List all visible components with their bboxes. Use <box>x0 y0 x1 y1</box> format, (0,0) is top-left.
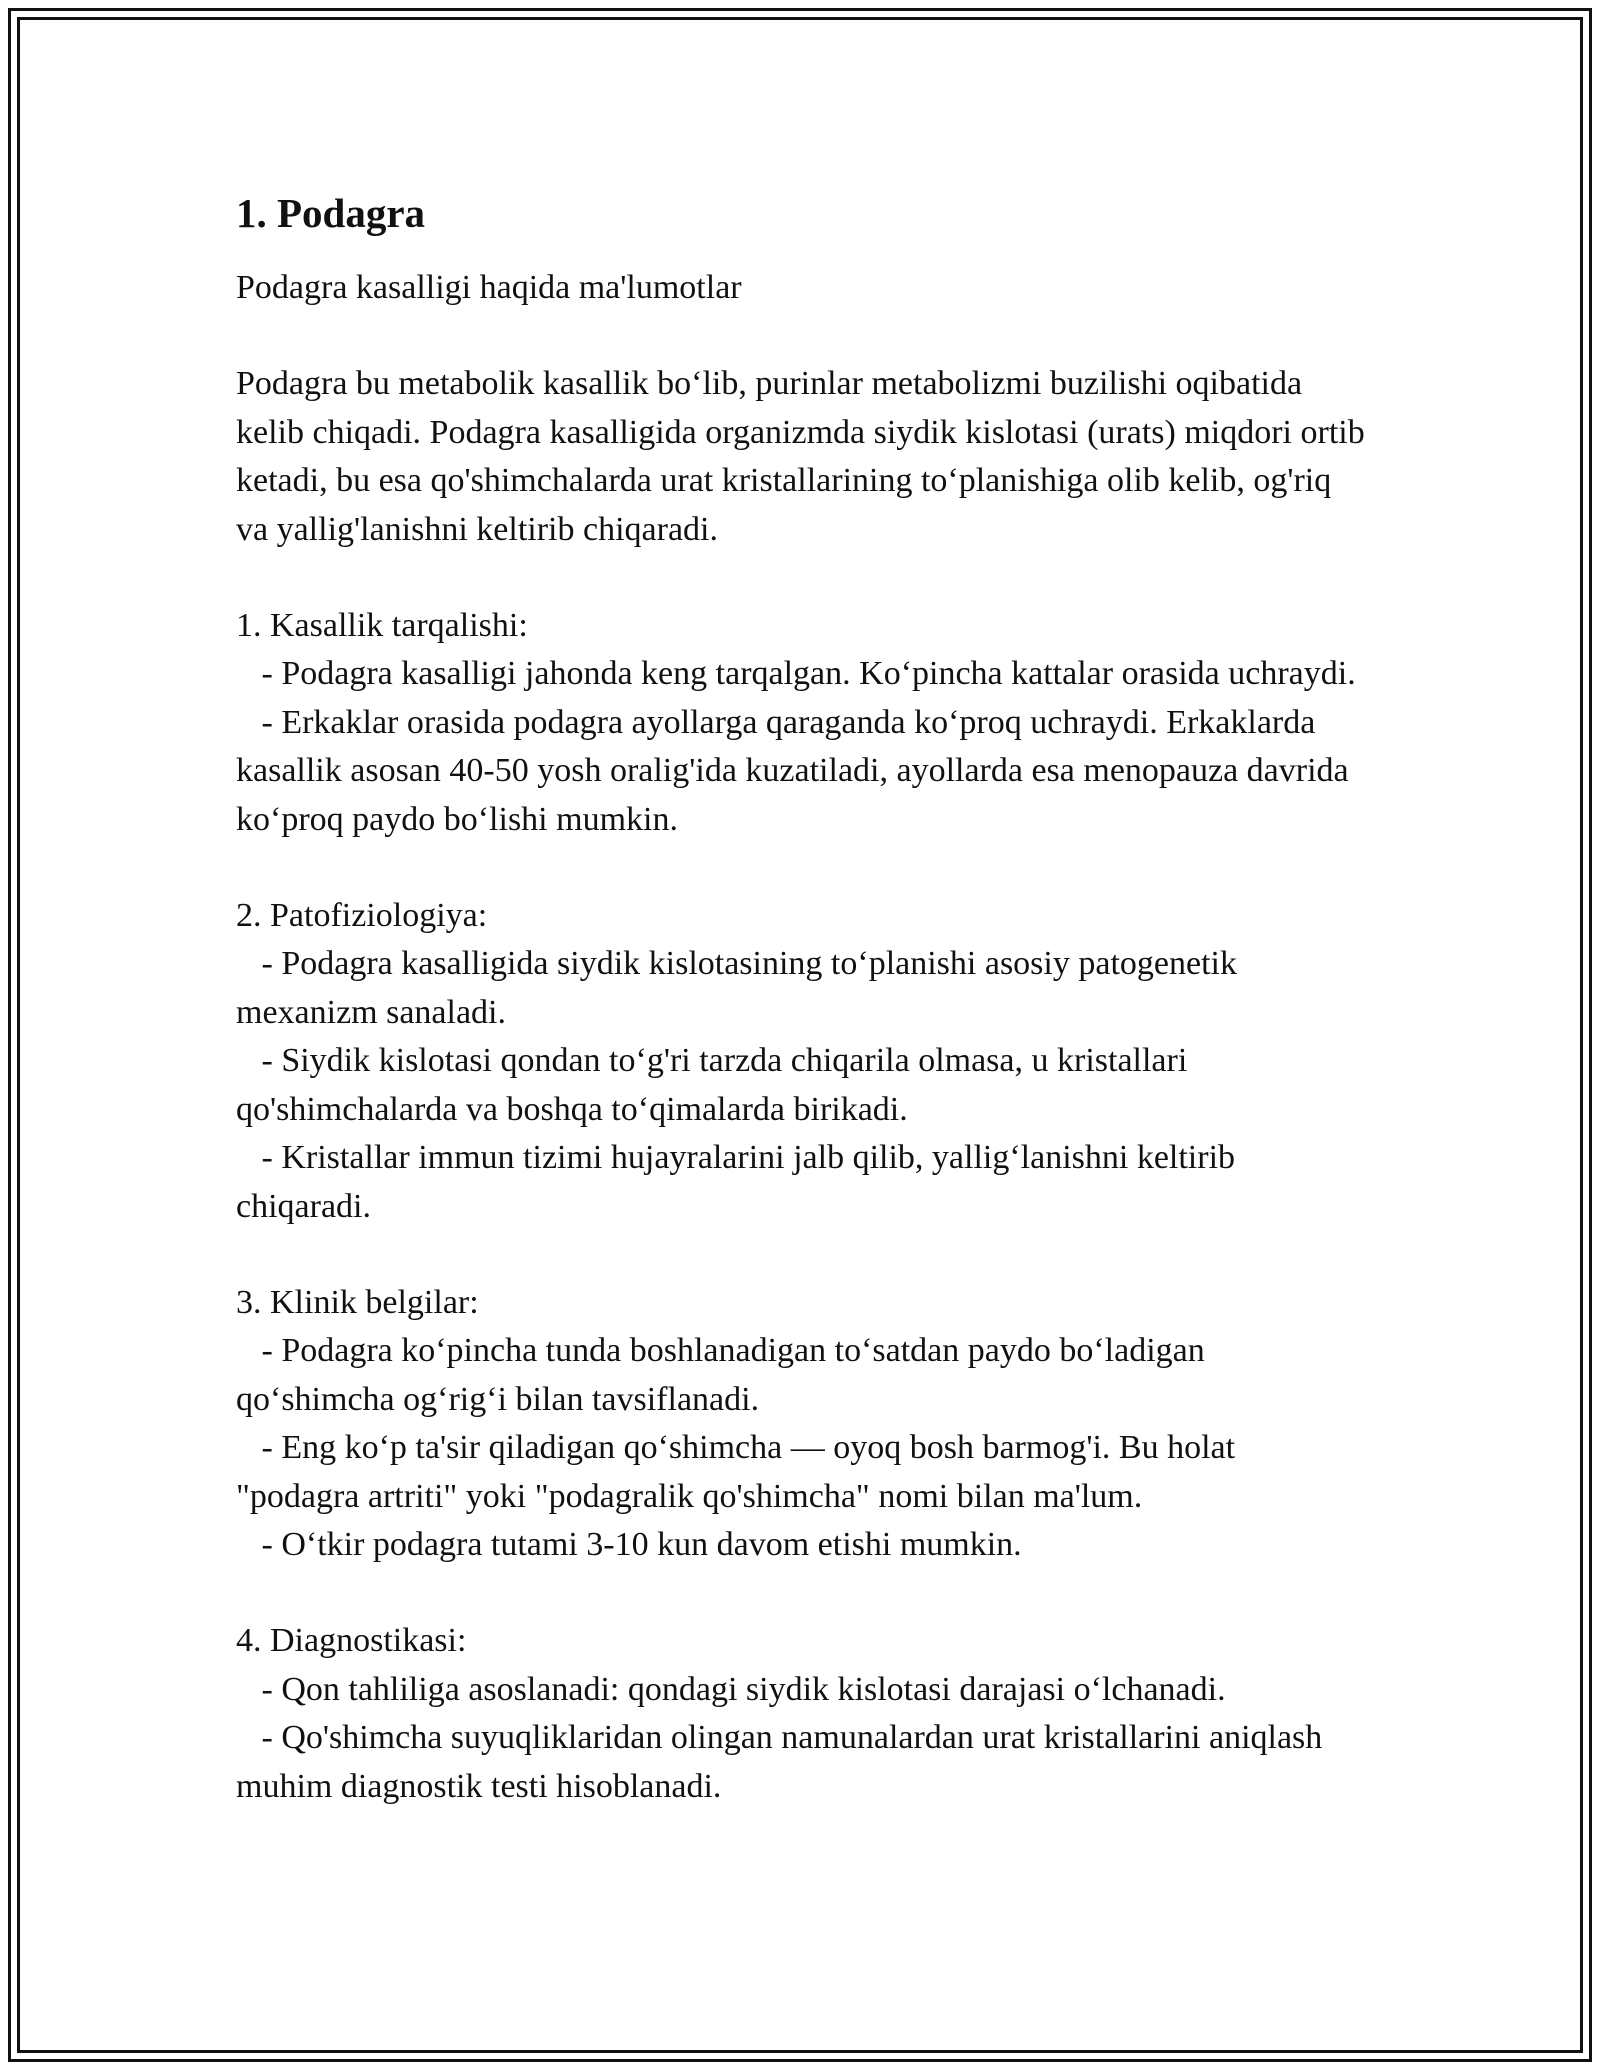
list-item <box>236 1424 1366 1521</box>
list-item-text: - Podagra ko‘pincha tunda boshlanadigan to‘satdan paydo bo‘ladigan qo‘shimcha og‘rig‘i bilan tavsiflanadi. <box>236 1332 1205 1418</box>
list-item-text: - Kristallar immun tizimi hujayralarini jalb qilib, yallig‘lanishni keltirib chiqaradi. <box>236 1139 1236 1225</box>
document-body <box>236 186 1366 1811</box>
list-item-text: - Siydik kislotasi qondan to‘g'ri tarzda chiqarila olmasa, u kristallari qo'shimchalarda va boshqa to‘qimalarda birikadi. <box>236 1042 1188 1128</box>
list-item-text: - Eng ko‘p ta'sir qiladigan qo‘shimcha — oyoq bosh barmog'i. Bu holat "podagra artriti" yoki "podagralik qo'shimcha" nomi bilan ma'lum. <box>236 1429 1236 1515</box>
section-heading: 4. Diagnostikasi: <box>236 1622 467 1660</box>
document-title: 1. Podagra <box>236 190 426 236</box>
list-item <box>236 1327 1366 1424</box>
section-diagnostics <box>236 1617 1366 1811</box>
list-item-text: - Qo'shimcha suyuqliklaridan olingan namunalardan urat kristallarini aniqlash muhim diagnostik testi hisoblanadi. <box>236 1719 1323 1805</box>
section-heading: 3. Klinik belgilar: <box>236 1283 479 1321</box>
document-subtitle: Podagra kasalligi haqida ma'lumotlar <box>236 269 742 306</box>
list-item-text: - Erkaklar orasida podagra ayollarga qaraganda ko‘proq uchraydi. Erkaklarda kasallik asosan 40-50 yosh oralig'ida kuzatiladi, ayollarda esa menopauza davrida ko‘proq paydo bo‘lishi mumkin. <box>236 703 1349 838</box>
list-item <box>236 940 1366 1037</box>
section-clinical-signs <box>236 1279 1366 1569</box>
list-item <box>236 1134 1366 1231</box>
list-item-text: - Podagra kasalligida siydik kislotasining to‘planishi asosiy patogenetik mexanizm sanaladi. <box>236 945 1237 1031</box>
list-item-text: - Podagra kasalligi jahonda keng tarqalgan. Ko‘pincha kattalar orasida uchraydi. <box>261 655 1356 693</box>
section-heading: 2. Patofiziologiya: <box>236 897 488 935</box>
list-item <box>236 650 1366 698</box>
list-item <box>236 1037 1366 1134</box>
section-heading: 1. Kasallik tarqalishi: <box>236 607 528 645</box>
list-item-text: - O‘tkir podagra tutami 3-10 kun davom etishi mumkin. <box>261 1525 1022 1563</box>
list-item <box>236 699 1366 844</box>
section-pathophysiology <box>236 892 1366 1231</box>
list-item-text: - Qon tahliliga asoslanadi: qondagi siydik kislotasi darajasi o‘lchanadi. <box>261 1670 1226 1708</box>
list-item <box>236 1714 1366 1811</box>
list-item <box>236 1521 1366 1569</box>
section-prevalence <box>236 602 1366 844</box>
intro-paragraph: Podagra bu metabolik kasallik bo‘lib, purinlar metabolizmi buzilishi oqibatida kelib chiqadi. Podagra kasalligida organizmda siydik kislotasi (urats) miqdori ortib ketadi, bu esa qo'shimchalarda urat kristallarining to‘planishiga olib kelib, og'riq va yallig'lanishni keltirib chiqaradi. <box>236 365 1365 548</box>
list-item <box>236 1666 1366 1714</box>
